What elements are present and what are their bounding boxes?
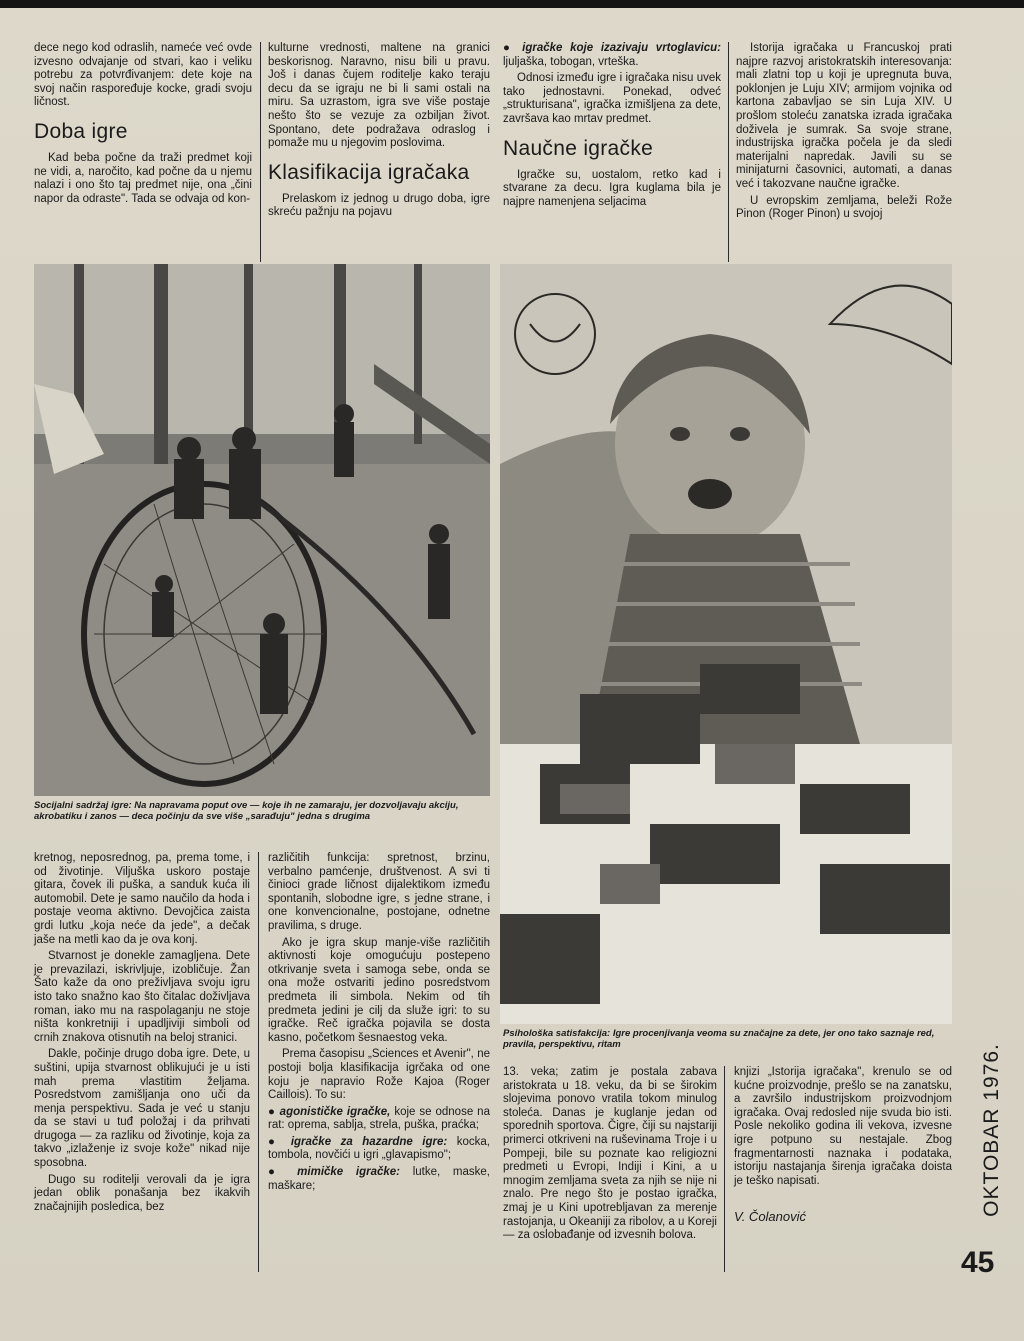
top-column-3 <box>503 42 721 212</box>
bottom-column-1 <box>34 852 250 1217</box>
list-emphasis: mimičke igračke: <box>297 1166 401 1179</box>
top-column-1 <box>34 42 252 209</box>
list-text: lutke, maske, maškare; <box>268 1166 490 1192</box>
paragraph: kulturne vrednosti, maltene na granici beskorisnog. Naravno, nisu bili u pravu. Još i danas čujem roditelje kako teraju decu da se igraju ne bi li sami ostali na miru. Sa uzrastom, igra sve više postaje nešto što se vezuje za ozbiljan život. Spontano, dete podražava odraslog i pomaže mu u njegovim poslovima. <box>268 42 490 150</box>
paragraph: Dakle, počinje drugo doba igre. Dete, u suštini, upija stvarnost oblikujući je u isti mah prema vlastitim željama. Posredstvom zamišljanja ono uči da menja perspektivu. Sada je već u stanju da se stavi u tuđ položaj i da prihvati drugoga — za razliku od životinje, koja za takvo „izlaženje iz svoje kože" nikad nije sposobna. <box>34 1048 250 1170</box>
paragraph: kretnog, neposrednog, pa, prema tome, i od životinje. Viljuška uskoro postaje gitara, čovek ili puška, a sanduk kuća ili automobil. Dete je samo naučilo da hoda i postaje veoma aktivno. Devojčica zaista grdi lutku „koja neće da jede", a dečak jaše na metli kao da je ova konj. <box>34 852 250 946</box>
child-blocks-photo <box>500 264 952 1024</box>
bullet-emphasis: igračke koje izazivaju vrtoglavicu: <box>522 42 721 54</box>
issue-date-text: OKTOBAR 1976. <box>980 1043 1003 1217</box>
author-signature: V. Čolanović <box>734 1209 807 1225</box>
paragraph: knjizi „Istorija igračaka", krenulo se od kućne proizvodnje, prešlo se na zanatsku, a završilo industrijskom proizvodnjom igračaka. Ovaj redosled nije svuda bio isti. Posle nekoliko godina ili vekova, izvesne igre potpuno su nestajale. Zbog fragmentarnosti naznaka i podataka, istoriju nastajanja širenja igračaka doista je teško napisati. <box>734 1066 952 1187</box>
column-rule <box>724 1066 725 1272</box>
paragraph: Odnosi između igre i igračaka nisu uvek tako jednostavni. Ponekad, odveć „strukturisana", igračka izmišljena za dete, završava kao mrtav predmet. <box>503 72 721 125</box>
list-item: ● mimičke igračke: lutke, maske, maškare; <box>268 1166 490 1192</box>
bottom-column-4 <box>734 1066 952 1227</box>
issue-date <box>962 1005 1022 1255</box>
list-emphasis: igračke za hazardne igre: <box>290 1135 448 1148</box>
playground-illustration <box>34 264 490 796</box>
paragraph: 13. veka; zatim je postala zabava aristokrata u 18. veku, da bi se širokim slojevima ponovo vratila tokom minulog stoleća. Danas je kuglanje jedan od sporednih sportova. Čigre, čiji su najstariji primerci otkriveni na ruševinama Troje i u Pompeji, bile su poznate kao religiozni predmeti u Evropi, Indiji i Kini, a u mnogim zemljama sveta za njih se nije ni znalo. Pre nego što je postao igračka, zmaj je u Kini upotrebljavan za merenje rastojanja, u Okeaniji za ribolov, a u Koreji — za oslobađanje od izvesnih bolova. <box>503 1066 717 1242</box>
paragraph: Kad beba počne da traži predmet koji ne vidi, a, naročito, kad počne da u njemu nalazi i ono što taj predmet nije, ona „čini napor da odraste". Tada se odvaja od kon- <box>34 151 252 205</box>
paragraph: dece nego kod odraslih, nameće već ovde izvesno odvajanje od stvari, kao i veliku potrebu za potvrđivanjem: dete koje na svoj način raspoređuje kocke, gradi svoju ličnost. <box>34 42 252 109</box>
bullet-text: ljuljaška, tobogan, vrteška. <box>503 55 639 68</box>
section-heading: Naučne igračke <box>503 136 654 160</box>
child-blocks-illustration <box>500 264 952 1024</box>
paragraph: različitih funkcija: spretnost, brzinu, verbalno pamćenje, društvenost. A svi ti činioci grade ličnost dijalektikom između spontanih, slobodne igre, s jedne strane, i one konvencionalne, postojane, odnetne pravilima, s druge. <box>268 852 490 932</box>
top-column-4 <box>736 42 952 225</box>
photo-caption: Psihološka satisfakcija: Igre procenjivanja veoma su značajne za dete, jer ono tako saznaje red, pravila, perspektivu, ritam <box>503 1028 935 1050</box>
paragraph: U evropskim zemljama, beleži Rože Pinon (Roger Pinon) u svojoj <box>736 194 952 221</box>
paragraph: Dugo su roditelji verovali da je igra jedan oblik ponašanja bez ikakvih značajnijih posledica, bez <box>34 1173 250 1213</box>
paragraph: Istorija igračaka u Francuskoj prati najpre razvoj aristokratskih interesovanja: mali zlatni top u koji je upregnuta buva, poklonjen je Luju XIV; armijom vojnika od kartona zabavljao se sin Luja XIV. U prošlom stoleću zanatska izrada igračaka doživela je sumrak. Sa svoje strane, industrijska igračka počela je da sledi materijalni napredak. Javili su se minijaturni časovnici, automati, a danas već i takozvane naučne igračke. <box>736 42 952 190</box>
paragraph: Stvarnost je donekle zamagljena. Dete je prevazilazi, iskrivljuje, izobličuje. Žan Šato kaže da ono preživljava svoju igru isto tako snažno kao što čitalac doživljava roman, iako mu na raspolaganju ne stoje ništa konkretniji i upadljiviji simboli od crnih znakova otisnutih na beloj stranici. <box>34 950 250 1044</box>
bottom-column-2 <box>268 852 490 1196</box>
bottom-column-3 <box>503 1066 717 1246</box>
top-column-2 <box>268 42 490 223</box>
column-rule <box>728 42 729 262</box>
column-rule <box>258 852 259 1272</box>
list-text: koje se odnose na rat: oprema, sablja, strela, puška, praćka; <box>268 1105 490 1132</box>
list-text: kocka, tombola, novčići u igri „glavapismo"; <box>268 1135 490 1162</box>
page-number: 45 <box>961 1246 995 1279</box>
photo-caption: Socijalni sadržaj igre: Na napravama poput ove — koje ih ne zamaraju, jer dozvoljavaju akciju, akrobatiku i zanos — deca počinju da sve više „sarađuju" jedna s drugima <box>34 800 459 822</box>
playground-photo <box>34 264 490 796</box>
section-heading: Klasifikacija igračaka <box>268 160 470 184</box>
top-border <box>0 0 1024 8</box>
list-item: ● igračke za hazardne igre: kocka, tombola, novčići u igri „glavapismo"; <box>268 1135 490 1162</box>
paragraph: Ako je igra skup manje-više različitih aktivnosti koje omogućuju postepeno otkrivanje sveta i samoga sebe, onda se ona može ostvariti jedino posredstvom predmeta ili simbola. Nekim od tih predmeta jedini je cilj da služe igri: to su igračke. Reč igračka pojavila se dosta kasno, početkom šesnaestog veka. <box>268 936 490 1044</box>
section-heading: Doba igre <box>34 119 128 143</box>
column-rule <box>260 42 261 262</box>
paragraph: Prema časopisu „Sciences et Avenir", ne postoji bolja klasifikacija igrčaka od one koju je napravio Rože Kajoa (Roger Caillois). To su: <box>268 1048 490 1102</box>
paragraph: Igračke su, uostalom, retko kad i stvarane za decu. Igra kuglama bila je najpre namenjena seljacima <box>503 168 721 208</box>
list-item: ● agonističke igračke, koje se odnose na rat: oprema, sablja, strela, puška, praćka; <box>268 1105 490 1132</box>
bullet-item: ● igračke koje izazivaju vrtoglavicu: ljuljaška, tobogan, vrteška. <box>503 42 721 68</box>
list-emphasis: agonističke igračke, <box>279 1105 391 1118</box>
paragraph: Prelaskom iz jednog u drugo doba, igre skreću pažnju na pojavu <box>268 192 490 219</box>
